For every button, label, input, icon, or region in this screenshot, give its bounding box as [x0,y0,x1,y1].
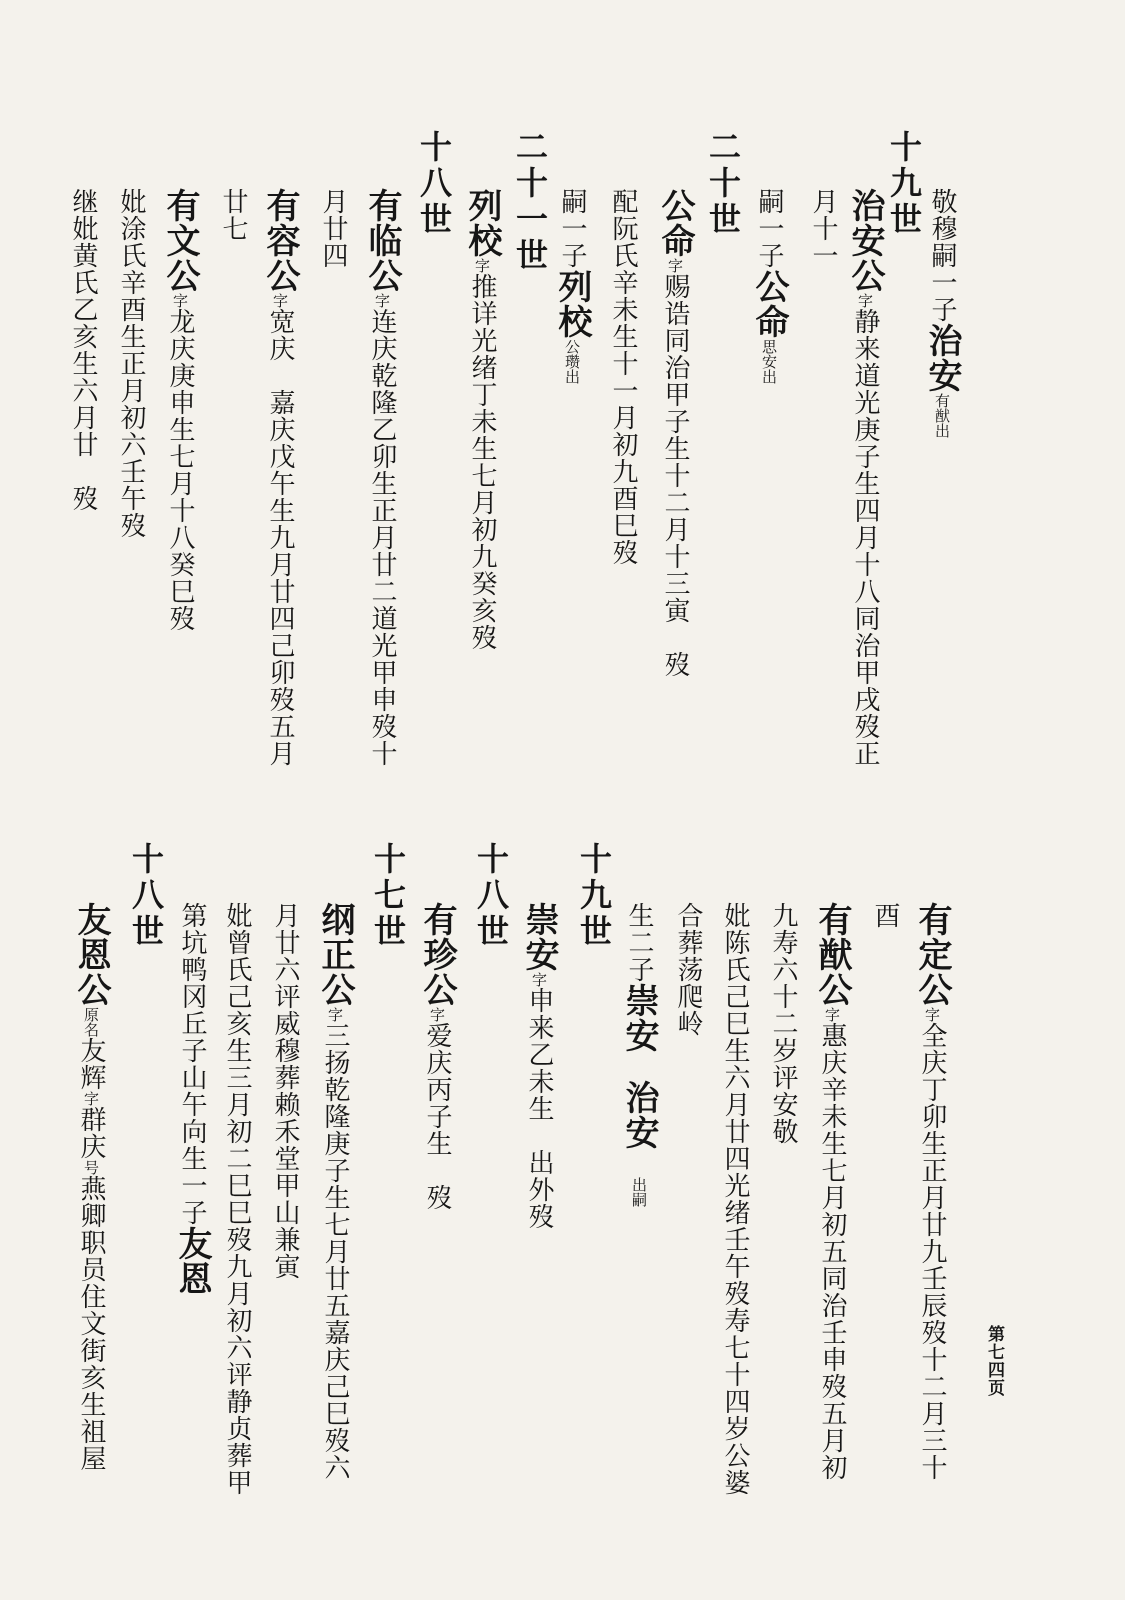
person-name: 纲正公 [315,902,355,1007]
text: 爱庆丙子生 歿 [422,1022,452,1211]
text: 第坑鸭冈丘子山午向生一子 [177,902,207,1226]
top-col-12: 廿七 [218,188,248,242]
person-name: 公命 [655,188,695,258]
text: 燕卿职员住文街亥生祖屋 [76,1175,106,1472]
person-name: 列校 [552,269,592,339]
person-name: 有定公 [912,902,952,1007]
text: 连庆乾隆乙卯生正月廿二道光甲申歿十 [367,308,397,767]
top-col-13 [160,188,200,632]
zi-mark: 字 [171,293,189,308]
top-col-3: 月十一 [808,188,838,269]
top-col-6: 配阮氏辛未生十一月初九酉巳歿 [608,188,638,566]
text: 嗣一子 [557,188,587,269]
person-name: 治安 [922,323,962,393]
zi-mark: 字 [473,258,491,273]
generation-label: 十七世 [369,842,407,950]
zi-mark: 字 [373,293,391,308]
zi-mark: 字 [856,293,874,308]
bottom-col-1 [912,902,952,1481]
zi-mark: 字 [530,972,548,987]
zi-mark: 字 [428,1007,446,1022]
person-name: 治安 [619,1080,659,1150]
person-name: 有珍公 [417,902,457,1007]
bottom-col-9 [417,902,457,1211]
note: 思安出 [760,339,778,384]
generation-label: 十九世 [575,842,613,950]
zi-mark: 字 [326,1007,344,1022]
text: 生二子 [624,902,654,983]
person-name: 有文公 [160,188,200,293]
top-col-5 [655,188,695,678]
text: 三扬乾隆庚子生七月廿五嘉庆己巳歿六 [320,1022,350,1481]
note: 有猷出 [933,393,951,438]
bottom-col-3 [812,902,852,1481]
text: 全庆丁卯生正月廿九壬辰歿十二月三十 [917,1022,947,1481]
bottom-col-4: 九寿六十二岁评安敬 [768,902,798,1145]
text: 群庆 [76,1106,106,1160]
generation-label: 二十一世 [511,130,549,274]
bottom-col-6: 合葬荡爬岭 [673,902,703,1037]
text: 赐诰同治甲子生十二月十三寅 歿 [660,273,690,678]
bottom-col-8 [519,902,559,1230]
text: 敬穆嗣一子 [927,188,957,323]
page-number: 第七四页 [984,1325,1004,1397]
bottom-col-10 [315,902,355,1481]
person-name: 有猷公 [812,902,852,1007]
top-col-7 [552,188,592,384]
note: 公瓒出 [563,339,581,384]
top-col-8 [462,188,502,651]
text: 惠庆辛未生七月初五同治壬申歿五月初 [817,1022,847,1481]
text: 推详光绪丁未生七月初九癸亥歿 [467,273,497,651]
generation-label: 十八世 [472,842,510,950]
hao-mark: 号 [82,1160,100,1175]
person-name: 治安公 [845,188,885,293]
generation-label: 二十世 [704,130,742,238]
zi-mark: 字 [823,1007,841,1022]
spacer [624,1053,654,1080]
generation-label: 十八世 [127,842,165,950]
zi-mark: 字 [923,1007,941,1022]
text: 嗣一子 [754,188,784,269]
person-name: 崇安 [619,983,659,1053]
bottom-col-7 [619,902,659,1207]
person-name: 崇安 [519,902,559,972]
bottom-col-14 [71,902,111,1472]
person-name: 公命 [749,269,789,339]
top-col-1 [922,188,962,438]
bottom-col-12: 妣曾氏己亥生三月初二巳巳歿九月初六评静贞葬甲 [222,902,252,1496]
person-name: 友恩 [172,1226,212,1296]
spacer [624,1150,654,1177]
zi-mark: 字 [82,1091,100,1106]
person-name: 列校 [462,188,502,258]
top-col-10: 月廿四 [318,188,348,269]
generation-label: 十八世 [415,130,453,238]
text: 申来乙未生 出外歿 [524,987,554,1230]
person-name: 友恩公 [71,902,111,1007]
text: 友辉 [76,1037,106,1091]
bottom-col-11: 月廿六评威穆葬赖禾堂甲山兼寅 [270,902,300,1280]
bottom-col-5: 妣陈氏己巳生六月廿四光绪壬午歿寿七十四岁公婆 [720,902,750,1496]
zi-mark: 字 [271,293,289,308]
top-col-2 [845,188,885,767]
text: 龙庆庚申生七月十八癸巳歿 [165,308,195,632]
top-col-4 [749,188,789,384]
text: 静来道光庚子生四月十八同治甲戌歿正 [850,308,880,767]
top-col-15: 继妣黄氏乙亥生六月廿 歿 [68,188,98,512]
yuanming-mark: 原名 [82,1007,100,1037]
zi-mark: 字 [666,258,684,273]
text: 宽庆 嘉庆戊午生九月廿四己卯歿五月 [265,308,295,767]
top-col-11 [260,188,300,767]
bottom-col-2: 酉 [870,902,900,929]
note: 出嗣 [630,1177,648,1207]
bottom-col-13 [172,902,212,1296]
top-col-14: 妣涂氏辛酉生正月初六壬午歿 [116,188,146,539]
person-name: 有容公 [260,188,300,293]
person-name: 有临公 [362,188,402,293]
generation-label: 十九世 [885,130,923,238]
top-col-9 [362,188,402,767]
